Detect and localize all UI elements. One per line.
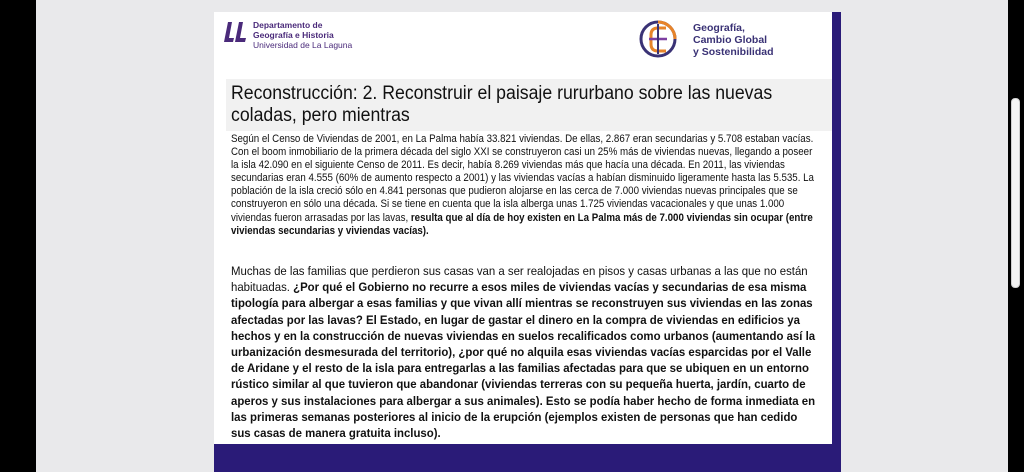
paragraph-census-bold: resulta que al día de hoy existen en La Palma más de 7.000 viviendas sin ocupar (entre viviendas secundarias y viviendas vacías).: [231, 211, 813, 237]
geography-logo-icon: [637, 18, 683, 60]
ull-line-3: Universidad de La Laguna: [253, 39, 353, 50]
left-black-bar: [0, 0, 36, 472]
paragraph-families-bold: ¿Por qué el Gobierno no recurre a esos miles de viviendas vacías y secundarias de esa misma tipología para albergar a esas familias y que vivan allí mientras se reconstruyen sus viviendas en las zonas afectadas por las lavas? El Estado, en lugar de gastar el dinero en la compra de viviendas en edificios ya hechos y en la construcción de nuevas viviendas en suelos recalificados como urbanos (aumentando así la urbanización desmesurada del territorio), ¿por qué no alquila esas viviendas vacías esparcidas por el Valle de Aridane y el resto de la isla para entregarlas a las familias afectadas para que se ubiquen en un entorno rústico similar al que tuvieron que abandonar (viviendas terreras con su pequeña huerta, jardín, cuarto de aperos y sus instalaciones para albergar a sus animales). Esto se podía haber hecho de forma inmediata en las primeras semanas posteriores al inicio de la erupción (ejemplos existen de personas que han cedido sus casas de manera gratuita incluso).: [231, 280, 816, 441]
paragraph-census: [231, 133, 815, 238]
ull-line-1: Departamento de: [253, 20, 323, 30]
geo-line-1: Geografía,: [693, 22, 745, 34]
ull-logo-icon: [222, 20, 248, 44]
ull-line-2: Geografía e Historia: [253, 29, 334, 40]
geo-line-3: y Sostenibilidad: [693, 46, 774, 59]
scrollbar-thumb[interactable]: [1011, 98, 1020, 288]
ull-institution: [253, 21, 352, 50]
slide-footer-band: [214, 444, 841, 472]
paragraph-census-text: Según el Censo de Viviendas de 2001, en La Palma había 33.821 viviendas. De ellas, 2.867 eran secundarias y 5.708 estaban vacías. Con el boom inmobiliario de la primera década del siglo XXI se construyeron casi un 25% más de viviendas nuevas, llegando a poseer la isla 42.090 en el siguiente Censo de 2011. Es decir, había 8.269 viviendas más que hacía una década. En 2011, las viviendas secundarias eran 4.555 (60% de aumento respecto a 2001) y las viviendas vacías a habían disminuido ligeramente hasta las 5.535. La población de la isla creció sólo en 4.841 personas que pudieron alojarse en las cerca de 7.000 viviendas nuevas principales que se construyeron en sólo una década. Si se tiene en cuenta que la isla alberga unas 1.725 viviendas vacacionales y que unas 1.000 viviendas fueron arrasadas por las lavas,: [231, 133, 814, 224]
paragraph-families: [231, 263, 820, 441]
geography-institution: [693, 22, 774, 58]
slide-right-edge: [832, 12, 841, 472]
slide-title: Reconstrucción: 2. Reconstruir el paisaje rururbano sobre las nuevas coladas, pero mientras: [231, 83, 773, 126]
geo-line-2: Cambio Global: [693, 34, 768, 47]
paragraph-families-text: Muchas de las familias que perdieron sus casas van a ser realojadas en pisos y casas urbanas a las que no están habituadas.: [231, 264, 808, 295]
